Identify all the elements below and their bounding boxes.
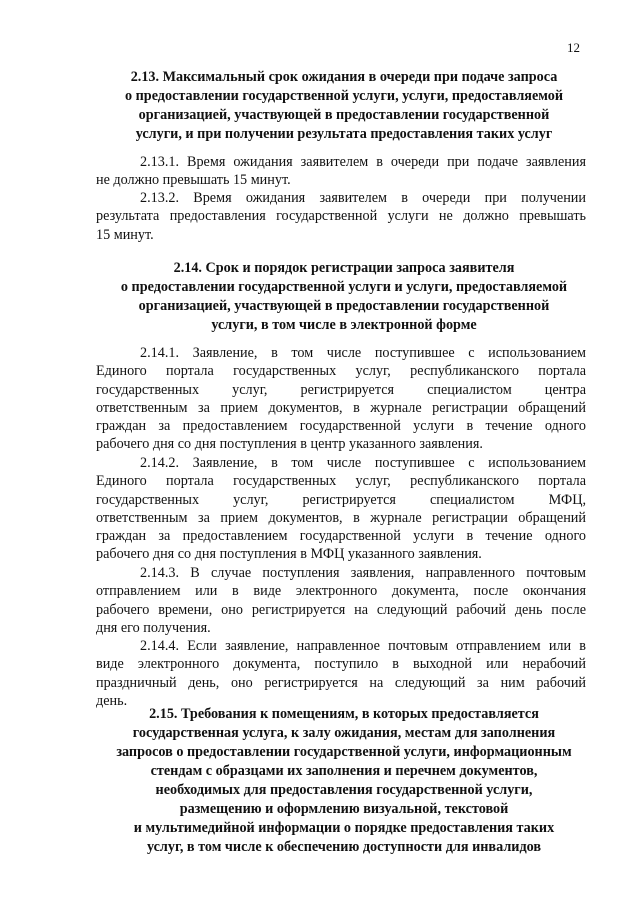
heading-line: 2.14. Срок и порядок регистрации запроса заявителя [173, 260, 515, 276]
heading-line: государственная услуга, к залу ожидания, местам для заполнения [132, 725, 556, 741]
heading-line: размещению и оформлению визуальной, текстовой [179, 801, 509, 817]
paragraph-2-14-4 [96, 637, 586, 710]
heading-line: о предоставлении государственной услуги, услуги, предоставляемой [124, 88, 564, 104]
heading-line: услуг, в том числе к обеспечению доступности для инвалидов [146, 839, 542, 855]
heading-line: запросов о предоставлении государственной услуги, информационным [116, 744, 572, 760]
paragraph-line: рабочего дня со дня поступления в центр указанного заявления. [96, 436, 483, 453]
heading-line: 2.13. Максимальный срок ожидания в очереди при подаче запроса [130, 69, 558, 85]
paragraph-line: 15 минут. [96, 226, 154, 243]
section-2-15-heading [96, 705, 592, 857]
paragraph-line: 2.14.2. Заявление, в том числе поступившее с использованием [140, 455, 586, 471]
paragraph-line: 2.14.4. Если заявление, направленное почтовым отправлением или в [140, 638, 586, 654]
heading-line: необходимых для предоставления государственной услуги, [155, 782, 533, 798]
heading-line: о предоставлении государственной услуги и услуги, предоставляемой [120, 279, 568, 295]
paragraph-line: рабочего времени, оно регистрируется на следующий рабочий день после [96, 601, 586, 618]
paragraph-line: граждан за предоставлением государственной услуги в течение одного [96, 528, 586, 545]
section-2-14-heading [96, 259, 592, 335]
paragraph-2-14-1 [96, 344, 586, 454]
heading-line: услуги, в том числе в электронной форме [211, 317, 477, 333]
heading-line: и мультимедийной информации о порядке предоставления таких [133, 820, 555, 836]
page-number: 12 [567, 40, 580, 55]
paragraph-line: Единого портала государственных услуг, республиканского портала [96, 473, 586, 490]
paragraph-line: виде электронного документа, поступило в выходной или нерабочий [96, 656, 586, 673]
paragraph-line: результата предоставления государственной услуги не должно превышать [96, 208, 586, 225]
paragraph-line: праздничный день, оно регистрируется на следующий за ним рабочий [96, 674, 586, 691]
paragraph-line: Единого портала государственных услуг, республиканского портала [96, 363, 586, 380]
heading-line: стендам с образцами их заполнения и перечнем документов, [150, 763, 538, 779]
section-2-13-heading [96, 68, 592, 144]
paragraph-line: государственных услуг, регистрируется специалистом центра [96, 381, 586, 398]
paragraph-line: не должно превышать 15 минут. [96, 172, 291, 189]
paragraph-line: граждан за предоставлением государственной услуги в течение одного [96, 418, 586, 435]
paragraph-2-13-1 [96, 153, 586, 190]
paragraph-line: день. [96, 692, 128, 709]
paragraph-2-14-2 [96, 454, 586, 564]
paragraph-line: 2.13.1. Время ожидания заявителем в очереди при подаче заявления [140, 154, 586, 170]
paragraph-line: дня его получения. [96, 619, 211, 636]
paragraph-line: государственных услуг, регистрируется специалистом МФЦ, [96, 491, 586, 508]
paragraph-line: рабочего дня со дня поступления в МФЦ указанного заявления. [96, 546, 482, 563]
paragraph-line: отправлением или в виде электронного документа, после окончания [96, 583, 586, 600]
paragraph-line: ответственным за прием документов, в журнале регистрации обращений [96, 399, 586, 416]
paragraph-2-13-2 [96, 189, 586, 244]
heading-line: организацией, участвующей в предоставлении государственной [138, 298, 550, 314]
heading-line: услуги, и при получении результата предоставления таких услуг [135, 126, 553, 142]
paragraph-2-14-3 [96, 564, 586, 637]
paragraph-line: 2.14.1. Заявление, в том числе поступившее с использованием [140, 345, 586, 361]
paragraph-line: ответственным за прием документов, в журнале регистрации обращений [96, 509, 586, 526]
heading-line: 2.15. Требования к помещениям, в которых предоставляется [149, 706, 539, 722]
paragraph-line: 2.13.2. Время ожидания заявителем в очереди при получении [140, 190, 586, 206]
heading-line: организацией, участвующей в предоставлении государственной [138, 107, 550, 123]
paragraph-line: 2.14.3. В случае поступления заявления, направленного почтовым [140, 565, 586, 581]
